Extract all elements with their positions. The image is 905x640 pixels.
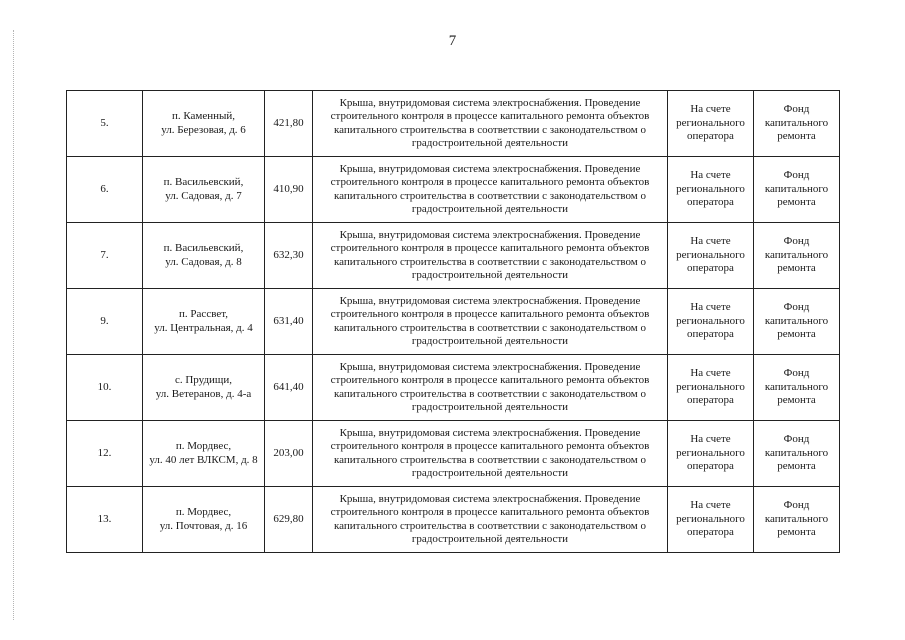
fund-line: капитального bbox=[764, 182, 829, 195]
work-description-cell bbox=[313, 157, 668, 223]
work-description-line: капитального строительства в соответствии с законодательством о bbox=[333, 189, 647, 202]
work-description-line: строительного контроля в процессе капитального ремонта объектов bbox=[330, 242, 650, 254]
fund-line: капитального bbox=[764, 446, 829, 459]
row-number: 10. bbox=[97, 380, 112, 393]
row-number-cell bbox=[67, 421, 143, 487]
account-line: оператора bbox=[687, 460, 734, 473]
account-cell bbox=[668, 91, 754, 157]
fund-line: капитального bbox=[764, 314, 829, 327]
area-cell bbox=[265, 355, 313, 421]
area-cell bbox=[265, 91, 313, 157]
fund-line: ремонта bbox=[777, 526, 816, 539]
fund-line: Фонд bbox=[783, 367, 810, 380]
row-number-cell bbox=[67, 355, 143, 421]
area-value: 410,90 bbox=[273, 182, 304, 195]
address-cell bbox=[143, 289, 265, 355]
row-number: 6. bbox=[100, 182, 109, 195]
row-number: 12. bbox=[97, 446, 112, 459]
work-description-line: строительного контроля в процессе капитального ремонта объектов bbox=[330, 176, 650, 188]
area-value: 421,80 bbox=[273, 116, 304, 129]
fund-line: капитального bbox=[764, 380, 829, 393]
account-line: регионального bbox=[676, 248, 745, 261]
account-cell bbox=[668, 487, 754, 553]
address-street: ул. Почтовая, д. 16 bbox=[159, 519, 248, 532]
address-locality: п. Мордвес, bbox=[175, 506, 232, 518]
fund-cell bbox=[754, 421, 840, 487]
address-locality: п. Каменный, bbox=[171, 110, 236, 122]
address-locality: п. Васильевский, bbox=[163, 176, 244, 188]
row-number-cell bbox=[67, 487, 143, 553]
table-row bbox=[67, 487, 840, 553]
work-description-line: градостроительной деятельности bbox=[411, 533, 569, 545]
account-line: На счете bbox=[690, 235, 731, 248]
address-street: ул. Ветеранов, д. 4-а bbox=[155, 387, 252, 400]
work-description-cell bbox=[313, 421, 668, 487]
fund-line: капитального bbox=[764, 116, 829, 129]
row-number-cell bbox=[67, 289, 143, 355]
account-line: На счете bbox=[690, 103, 731, 116]
fund-cell bbox=[754, 289, 840, 355]
address-cell bbox=[143, 355, 265, 421]
work-description-line: строительного контроля в процессе капитального ремонта объектов bbox=[330, 374, 650, 386]
account-line: регионального bbox=[676, 314, 745, 327]
work-description-line: Крыша, внутридомовая система электроснабжения. Проведение bbox=[339, 360, 641, 373]
table-row bbox=[67, 355, 840, 421]
work-description-line: капитального строительства в соответствии с законодательством о bbox=[333, 123, 647, 136]
account-line: регионального bbox=[676, 380, 745, 393]
row-number-cell bbox=[67, 157, 143, 223]
fund-line: капитального bbox=[764, 512, 829, 525]
address-cell bbox=[143, 487, 265, 553]
account-line: оператора bbox=[687, 196, 734, 209]
address-street: ул. 40 лет ВЛКСМ, д. 8 bbox=[149, 453, 258, 466]
account-line: На счете bbox=[690, 301, 731, 314]
work-description-line: строительного контроля в процессе капитального ремонта объектов bbox=[330, 110, 650, 122]
row-number-cell bbox=[67, 223, 143, 289]
area-cell bbox=[265, 223, 313, 289]
fund-cell bbox=[754, 355, 840, 421]
work-description-line: Крыша, внутридомовая система электроснабжения. Проведение bbox=[339, 96, 641, 109]
address-cell bbox=[143, 91, 265, 157]
address-street: ул. Центральная, д. 4 bbox=[154, 321, 253, 334]
fund-line: Фонд bbox=[783, 169, 810, 182]
table-row bbox=[67, 91, 840, 157]
fund-line: ремонта bbox=[777, 262, 816, 275]
work-description-cell bbox=[313, 223, 668, 289]
table-row bbox=[67, 157, 840, 223]
fund-line: Фонд bbox=[783, 235, 810, 248]
work-description-line: строительного контроля в процессе капитального ремонта объектов bbox=[330, 506, 650, 518]
account-line: оператора bbox=[687, 328, 734, 341]
table-row bbox=[67, 421, 840, 487]
fund-line: Фонд bbox=[783, 103, 810, 116]
address-cell bbox=[143, 421, 265, 487]
work-description-line: капитального строительства в соответствии с законодательством о bbox=[333, 519, 647, 532]
fund-line: капитального bbox=[764, 248, 829, 261]
address-locality: с. Прудищи, bbox=[174, 374, 233, 386]
work-description-cell bbox=[313, 355, 668, 421]
table-row bbox=[67, 289, 840, 355]
work-description-line: градостроительной деятельности bbox=[411, 269, 569, 281]
work-description-line: Крыша, внутридомовая система электроснабжения. Проведение bbox=[339, 228, 641, 241]
row-number: 5. bbox=[100, 116, 109, 129]
table-row bbox=[67, 223, 840, 289]
address-locality: п. Рассвет, bbox=[179, 308, 228, 320]
row-number: 9. bbox=[100, 314, 109, 327]
account-line: На счете bbox=[690, 367, 731, 380]
account-cell bbox=[668, 157, 754, 223]
work-description-line: градостроительной деятельности bbox=[411, 335, 569, 347]
work-description-line: Крыша, внутридомовая система электроснабжения. Проведение bbox=[339, 426, 641, 439]
account-cell bbox=[668, 223, 754, 289]
account-line: На счете bbox=[690, 169, 731, 182]
work-description-line: Крыша, внутридомовая система электроснабжения. Проведение bbox=[339, 294, 641, 307]
row-number-cell bbox=[67, 91, 143, 157]
area-value: 203,00 bbox=[273, 446, 304, 459]
area-cell bbox=[265, 157, 313, 223]
fund-cell bbox=[754, 157, 840, 223]
account-cell bbox=[668, 421, 754, 487]
work-description-line: капитального строительства в соответствии с законодательством о bbox=[333, 387, 647, 400]
fund-line: Фонд bbox=[783, 301, 810, 314]
area-value: 629,80 bbox=[273, 512, 304, 525]
fund-line: Фонд bbox=[783, 499, 810, 512]
row-number: 7. bbox=[100, 248, 109, 261]
row-number: 13. bbox=[97, 512, 112, 525]
area-cell bbox=[265, 289, 313, 355]
work-description-line: градостроительной деятельности bbox=[411, 203, 569, 215]
account-line: регионального bbox=[676, 116, 745, 129]
work-description-cell bbox=[313, 289, 668, 355]
address-cell bbox=[143, 157, 265, 223]
fund-cell bbox=[754, 223, 840, 289]
account-line: регионального bbox=[676, 512, 745, 525]
address-street: ул. Садовая, д. 7 bbox=[165, 189, 242, 202]
work-description-cell bbox=[313, 487, 668, 553]
account-line: На счете bbox=[690, 433, 731, 446]
fund-line: ремонта bbox=[777, 394, 816, 407]
account-cell bbox=[668, 355, 754, 421]
work-description-line: капитального строительства в соответствии с законодательством о bbox=[333, 453, 647, 466]
work-description-line: капитального строительства в соответствии с законодательством о bbox=[333, 255, 647, 268]
address-cell bbox=[143, 223, 265, 289]
account-line: оператора bbox=[687, 526, 734, 539]
work-description-cell bbox=[313, 91, 668, 157]
area-value: 632,30 bbox=[273, 248, 304, 261]
area-value: 631,40 bbox=[273, 314, 304, 327]
work-description-line: градостроительной деятельности bbox=[411, 137, 569, 149]
address-locality: п. Мордвес, bbox=[175, 440, 232, 452]
address-street: ул. Садовая, д. 8 bbox=[165, 255, 242, 268]
area-value: 641,40 bbox=[273, 380, 304, 393]
work-description-line: Крыша, внутридомовая система электроснабжения. Проведение bbox=[339, 492, 641, 505]
account-line: оператора bbox=[687, 262, 734, 275]
account-line: оператора bbox=[687, 130, 734, 143]
fund-cell bbox=[754, 91, 840, 157]
fund-line: ремонта bbox=[777, 328, 816, 341]
work-description-line: градостроительной деятельности bbox=[411, 467, 569, 479]
work-description-line: капитального строительства в соответствии с законодательством о bbox=[333, 321, 647, 334]
address-locality: п. Васильевский, bbox=[163, 242, 244, 254]
work-description-line: строительного контроля в процессе капитального ремонта объектов bbox=[330, 308, 650, 320]
fund-cell bbox=[754, 487, 840, 553]
fund-line: ремонта bbox=[777, 460, 816, 473]
scan-margin-marks bbox=[13, 30, 15, 620]
work-description-line: Крыша, внутридомовая система электроснабжения. Проведение bbox=[339, 162, 641, 175]
area-cell bbox=[265, 421, 313, 487]
account-line: оператора bbox=[687, 394, 734, 407]
account-cell bbox=[668, 289, 754, 355]
area-cell bbox=[265, 487, 313, 553]
account-line: На счете bbox=[690, 499, 731, 512]
fund-line: Фонд bbox=[783, 433, 810, 446]
account-line: регионального bbox=[676, 182, 745, 195]
account-line: регионального bbox=[676, 446, 745, 459]
fund-line: ремонта bbox=[777, 196, 816, 209]
fund-line: ремонта bbox=[777, 130, 816, 143]
repair-program-table bbox=[66, 90, 840, 553]
address-street: ул. Березовая, д. 6 bbox=[161, 123, 246, 136]
page-number: 7 bbox=[448, 33, 457, 49]
work-description-line: градостроительной деятельности bbox=[411, 401, 569, 413]
work-description-line: строительного контроля в процессе капитального ремонта объектов bbox=[330, 440, 650, 452]
table-body bbox=[67, 91, 840, 553]
